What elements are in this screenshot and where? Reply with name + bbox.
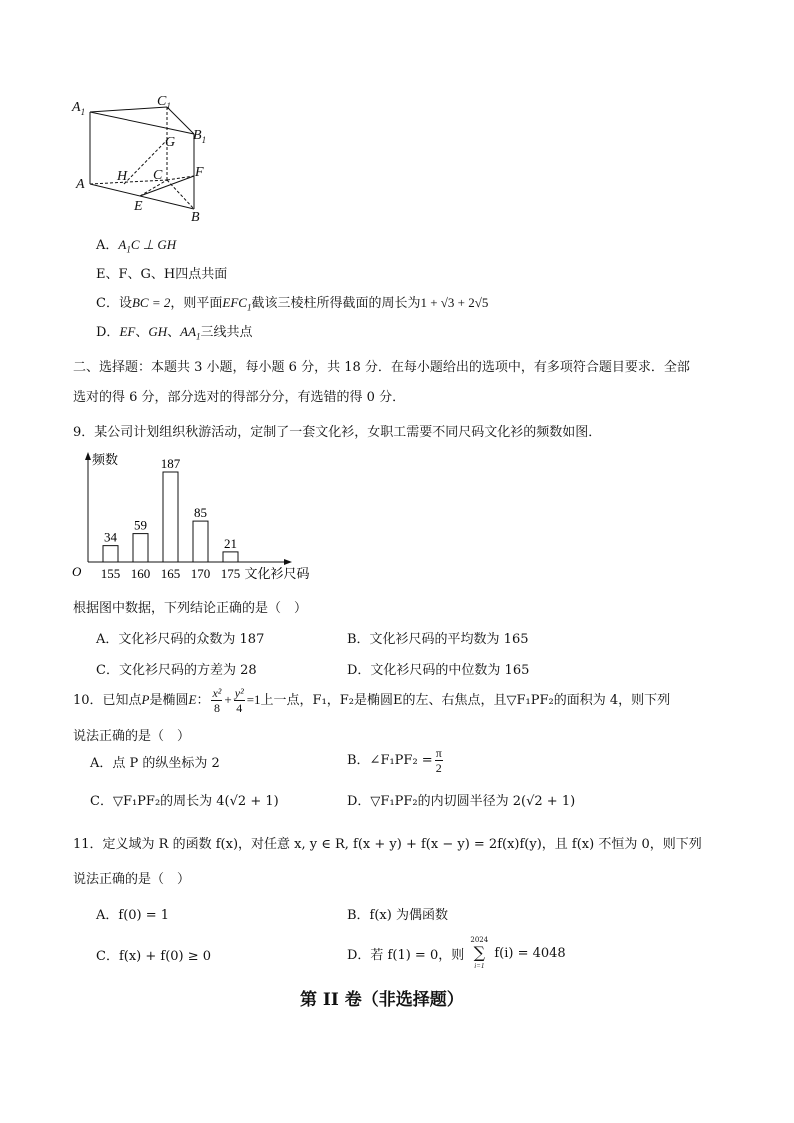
bar-165 [163,472,178,562]
tick-label-155: 155 [100,566,121,581]
y-axis-label: 频数 [92,452,119,467]
q11-line2: 说法正确的是（ ） [73,872,191,887]
q11-option-b: B．f(x) 为偶函数 [347,908,448,923]
bar-175 [223,552,238,562]
q10-line2: 说法正确的是（ ） [73,729,191,744]
q8-option-b: E、F、G、H四点共面 [96,267,228,282]
label-g: G [165,135,176,150]
fraction-pi-over-2: $\frac{\pi}{2}$ [435,746,442,775]
section2-line2: 选对的得 6 分，部分选对的得部分分，有选错的得 0 分． [73,390,406,405]
fraction-y2-over-4: $\frac{\text{y²}}{4}$ [234,686,244,715]
data-label-170: 85 [194,505,207,521]
label-f: F [195,165,204,180]
q10-option-c: C．▽F₁PF₂的周长为 4(√2 + 1) [90,794,279,809]
label-c: C [153,168,163,183]
summation: 2024 ∑ i=1 [470,936,489,970]
bar-160 [133,534,148,562]
q9-stem: 9．某公司计划组织秋游活动，定制了一套文化衫，女职工需要不同尺码文化衫的频数如图． [73,425,602,440]
edge-a1c1 [90,107,167,112]
q10-option-b: B．∠F₁PF₂ = $\frac{\pi}{2}$ [347,746,442,775]
q8-option-a: A．$A_1C$ ⊥ GH [96,237,177,255]
q9-after: 根据图中数据，下列结论正确的是（ ） [73,601,308,616]
q11-option-a: A．f(0) = 1 [96,908,170,923]
tick-label-175: 175 [220,566,241,581]
tick-label-165: 165 [160,566,181,581]
bar-155 [103,546,118,562]
label-h: H [117,169,128,184]
x-axis-arrow [284,559,292,565]
data-label-160: 59 [134,517,147,533]
data-label-175: 21 [224,535,237,551]
origin-label: O [72,564,82,579]
prism-figure [70,96,220,228]
label-c1: $C_1$ [157,94,171,111]
q11-line1: 11．定义域为 R 的函数 f(x)，对任意 x, y ∈ R, f(x + y) + f(x − y) = 2f(x)f(y)，且 f(x) 不恒为 0，则下列 [73,837,702,852]
edge-c1b1 [167,107,194,134]
q8-option-d: D．EF、GH、$AA_1$三线共点 [96,324,253,342]
q10-line1: 10．已知点P是椭圆E： $\frac{\text{x²}}{8}$ + $\frac{\text{y²}}{4}$ =1上一点，F₁，F₂是椭圆E的左、右焦点，且▽F₁PF₂的面积为 4，则下列 [73,686,671,715]
q9-option-a: A．文化衫尺码的众数为 187 [96,632,265,647]
tick-label-170: 170 [190,566,211,581]
q9-option-b: B．文化衫尺码的平均数为 165 [347,632,529,647]
tick-label-160: 160 [130,566,151,581]
part2-title: 第 II 卷（非选择题） [300,990,464,1010]
q9-option-c: C．文化衫尺码的方差为 28 [96,663,257,678]
frequency-bar-chart [66,448,336,588]
q8-option-c: C．设BC = 2，则平面$EFC_1$截该三棱柱所得截面的周长为1 + √3 + 2√5 [96,295,489,313]
q9-option-d: D．文化衫尺码的中位数为 165 [347,663,530,678]
q10-option-a: A．点 P 的纵坐标为 2 [90,756,220,771]
q10-option-d: D．▽F₁PF₂的内切圆半径为 2(√2 + 1) [347,794,576,809]
y-axis-arrow [85,452,91,460]
fraction-x2-over-8: $\frac{\text{x²}}{8}$ [212,686,222,715]
label-b1: $B_1$ [193,128,207,145]
data-label-155: 34 [104,529,117,545]
data-label-165: 187 [160,456,181,471]
edge-a1b1 [90,112,194,134]
label-e: E [134,199,143,214]
q11-option-c: C．f(x) + f(0) ≥ 0 [96,949,212,964]
section2-line1: 二、选择题：本题共 3 小题，每小题 6 分，共 18 分．在每小题给出的选项中，有多项符合题目要求．全部 [73,360,690,375]
q11-option-d: D．若 f(1) = 0，则 2024 ∑ i=1 f(i) = 4048 [347,936,566,970]
label-a1: $A_1$ [72,100,86,117]
label-a: A [76,177,85,192]
x-axis-label: 文化衫尺码 [244,566,310,581]
bar-170 [193,521,208,562]
label-b: B [191,210,200,225]
